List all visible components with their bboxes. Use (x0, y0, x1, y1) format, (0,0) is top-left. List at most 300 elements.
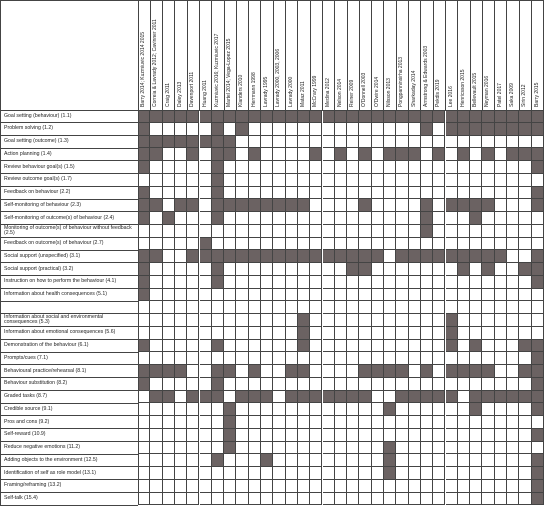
matrix-cell-empty (249, 161, 261, 174)
header-column-divider (273, 0, 274, 110)
matrix-cell-filled (372, 365, 384, 378)
header-column-divider (310, 0, 311, 110)
bct-row-label: Goal setting (behaviour) (1.1) (4, 112, 72, 119)
matrix-cell-empty (396, 467, 408, 480)
matrix-cell-empty (409, 416, 421, 429)
matrix-cell-empty (212, 327, 224, 340)
header-column-divider (506, 0, 507, 110)
bct-row-label: Social support (unspecified) (3.1) (4, 252, 81, 259)
matrix-cell-empty (396, 352, 408, 365)
matrix-cell-empty (200, 493, 212, 506)
matrix-cell-empty (359, 416, 371, 429)
matrix-cell-filled (138, 199, 150, 212)
matrix-cell-empty (519, 289, 531, 302)
matrix-cell-filled (458, 148, 470, 161)
matrix-cell-empty (273, 391, 285, 404)
matrix-cell-empty (200, 263, 212, 276)
matrix-cell-empty (310, 289, 322, 302)
matrix-cell-empty (175, 429, 187, 442)
matrix-cell-empty (396, 161, 408, 174)
matrix-cell-empty (446, 276, 458, 289)
matrix-cell-empty (163, 161, 175, 174)
study-header: Nelson 2014 (336, 78, 343, 107)
matrix-cell-empty (298, 136, 310, 149)
matrix-cell-filled (421, 365, 433, 378)
matrix-cell-empty (261, 352, 273, 365)
study-header: Sirin 2012 (521, 84, 528, 107)
matrix-cell-empty (175, 276, 187, 289)
matrix-cell-filled (470, 123, 482, 136)
bct-row-label: Self-monitoring of behaviour (2.3) (4, 201, 81, 208)
matrix-cell-empty (224, 123, 236, 136)
matrix-cell-empty (286, 187, 298, 200)
matrix-cell-empty (347, 454, 359, 467)
matrix-cell-empty (249, 340, 261, 353)
matrix-cell-filled (495, 123, 507, 136)
matrix-cell-filled (163, 212, 175, 225)
matrix-cell-empty (347, 123, 359, 136)
matrix-cell-empty (261, 289, 273, 302)
matrix-cell-filled (236, 123, 248, 136)
matrix-cell-empty (298, 493, 310, 506)
matrix-cell-empty (236, 289, 248, 302)
matrix-cell-empty (495, 314, 507, 327)
matrix-cell-empty (273, 442, 285, 455)
matrix-cell-empty (495, 238, 507, 251)
matrix-cell-empty (409, 238, 421, 251)
matrix-cell-empty (310, 161, 322, 174)
matrix-cell-empty (396, 289, 408, 302)
matrix-cell-filled (175, 136, 187, 149)
matrix-cell-filled (359, 148, 371, 161)
matrix-cell-empty (187, 416, 199, 429)
matrix-cell-filled (212, 161, 224, 174)
matrix-cell-empty (138, 403, 150, 416)
matrix-cell-filled (519, 391, 531, 404)
matrix-cell-empty (372, 340, 384, 353)
matrix-cell-empty (409, 454, 421, 467)
matrix-cell-empty (323, 225, 335, 238)
matrix-cell-empty (495, 263, 507, 276)
matrix-cell-empty (249, 187, 261, 200)
matrix-cell-empty (335, 161, 347, 174)
matrix-cell-empty (163, 199, 175, 212)
matrix-cell-empty (224, 327, 236, 340)
matrix-cell-filled (187, 148, 199, 161)
matrix-cell-empty (507, 187, 519, 200)
matrix-cell-empty (236, 442, 248, 455)
matrix-cell-empty (335, 314, 347, 327)
matrix-cell-empty (519, 301, 531, 314)
study-header: Neyman 2016 (484, 75, 491, 107)
matrix-cell-empty (175, 238, 187, 251)
matrix-cell-empty (359, 352, 371, 365)
matrix-cell-empty (372, 429, 384, 442)
matrix-cell-filled (323, 110, 335, 123)
matrix-cell-empty (298, 403, 310, 416)
matrix-cell-empty (310, 327, 322, 340)
matrix-cell-empty (446, 403, 458, 416)
matrix-cell-empty (519, 416, 531, 429)
matrix-cell-empty (286, 403, 298, 416)
matrix-cell-empty (212, 429, 224, 442)
matrix-cell-empty (347, 403, 359, 416)
matrix-cell-empty (138, 301, 150, 314)
matrix-cell-empty (372, 454, 384, 467)
matrix-cell-empty (470, 416, 482, 429)
matrix-cell-empty (372, 416, 384, 429)
matrix-cell-filled (310, 110, 322, 123)
matrix-cell-empty (347, 365, 359, 378)
matrix-cell-empty (458, 442, 470, 455)
matrix-cell-empty (310, 352, 322, 365)
matrix-cell-filled (433, 110, 445, 123)
matrix-cell-empty (163, 454, 175, 467)
matrix-cell-empty (507, 174, 519, 187)
matrix-cell-empty (482, 416, 494, 429)
matrix-cell-empty (421, 238, 433, 251)
matrix-cell-empty (458, 187, 470, 200)
matrix-cell-empty (298, 352, 310, 365)
matrix-cell-empty (224, 263, 236, 276)
matrix-cell-empty (323, 493, 335, 506)
matrix-cell-filled (532, 340, 544, 353)
matrix-cell-empty (421, 378, 433, 391)
matrix-cell-filled (286, 110, 298, 123)
matrix-cell-filled (212, 187, 224, 200)
matrix-cell-empty (347, 416, 359, 429)
matrix-cell-filled (212, 174, 224, 187)
matrix-cell-empty (261, 276, 273, 289)
matrix-cell-empty (495, 493, 507, 506)
matrix-cell-empty (507, 199, 519, 212)
matrix-cell-empty (409, 276, 421, 289)
matrix-cell-empty (187, 212, 199, 225)
matrix-cell-empty (236, 187, 248, 200)
matrix-cell-empty (163, 467, 175, 480)
matrix-cell-filled (458, 365, 470, 378)
header-column-divider (322, 0, 323, 110)
matrix-cell-filled (286, 365, 298, 378)
matrix-cell-empty (335, 493, 347, 506)
matrix-cell-empty (396, 493, 408, 506)
matrix-cell-empty (261, 314, 273, 327)
matrix-cell-filled (532, 161, 544, 174)
matrix-cell-empty (482, 314, 494, 327)
matrix-cell-empty (458, 378, 470, 391)
matrix-cell-empty (286, 429, 298, 442)
matrix-cell-empty (273, 212, 285, 225)
matrix-cell-empty (372, 174, 384, 187)
matrix-cell-empty (470, 238, 482, 251)
matrix-cell-empty (347, 148, 359, 161)
header-column-divider (371, 0, 372, 110)
matrix-cell-empty (249, 238, 261, 251)
matrix-cell-empty (138, 454, 150, 467)
matrix-cell-empty (323, 314, 335, 327)
matrix-cell-empty (175, 442, 187, 455)
matrix-cell-filled (200, 391, 212, 404)
matrix-cell-empty (495, 365, 507, 378)
matrix-cell-empty (495, 454, 507, 467)
matrix-cell-empty (519, 225, 531, 238)
matrix-cell-filled (261, 391, 273, 404)
matrix-cell-empty (446, 225, 458, 238)
matrix-cell-empty (519, 314, 531, 327)
matrix-cell-empty (273, 352, 285, 365)
matrix-cell-empty (482, 480, 494, 493)
matrix-cell-empty (359, 212, 371, 225)
matrix-cell-empty (298, 238, 310, 251)
header-column-divider (359, 0, 360, 110)
matrix-cell-empty (372, 289, 384, 302)
matrix-cell-empty (519, 276, 531, 289)
matrix-cell-filled (138, 161, 150, 174)
matrix-cell-filled (212, 365, 224, 378)
matrix-cell-empty (458, 174, 470, 187)
matrix-cell-empty (470, 136, 482, 149)
matrix-cell-empty (323, 454, 335, 467)
matrix-cell-filled (482, 365, 494, 378)
matrix-cell-empty (470, 289, 482, 302)
matrix-cell-filled (224, 365, 236, 378)
matrix-cell-empty (409, 301, 421, 314)
matrix-cell-empty (433, 429, 445, 442)
matrix-cell-filled (421, 212, 433, 225)
matrix-cell-filled (249, 199, 261, 212)
matrix-cell-filled (150, 110, 162, 123)
matrix-cell-empty (507, 365, 519, 378)
matrix-cell-empty (507, 429, 519, 442)
matrix-cell-empty (482, 378, 494, 391)
header-column-divider (199, 0, 200, 110)
matrix-cell-empty (384, 378, 396, 391)
matrix-cell-empty (421, 289, 433, 302)
matrix-cell-empty (286, 378, 298, 391)
bct-row-label (4, 301, 136, 314)
matrix-cell-empty (446, 212, 458, 225)
matrix-cell-empty (323, 199, 335, 212)
matrix-cell-empty (163, 314, 175, 327)
header-column-divider (457, 0, 458, 110)
matrix-cell-empty (323, 263, 335, 276)
matrix-cell-empty (323, 442, 335, 455)
matrix-cell-empty (507, 352, 519, 365)
matrix-cell-empty (138, 238, 150, 251)
matrix-cell-empty (372, 327, 384, 340)
matrix-cell-empty (482, 276, 494, 289)
matrix-cell-empty (482, 225, 494, 238)
matrix-cell-empty (359, 161, 371, 174)
matrix-cell-filled (495, 391, 507, 404)
matrix-cell-empty (495, 136, 507, 149)
header-column-divider (236, 0, 237, 110)
matrix-cell-empty (236, 365, 248, 378)
matrix-cell-empty (519, 327, 531, 340)
matrix-cell-empty (433, 340, 445, 353)
matrix-cell-filled (384, 365, 396, 378)
matrix-cell-filled (273, 199, 285, 212)
matrix-cell-empty (138, 467, 150, 480)
matrix-cell-filled (446, 327, 458, 340)
bct-row-label: Instruction on how to perform the behaviour (4.1) (4, 278, 117, 285)
matrix-cell-filled (519, 110, 531, 123)
matrix-cell-empty (421, 174, 433, 187)
matrix-cell-empty (359, 123, 371, 136)
matrix-cell-empty (458, 212, 470, 225)
matrix-cell-empty (187, 276, 199, 289)
matrix-cell-filled (175, 365, 187, 378)
matrix-cell-empty (212, 467, 224, 480)
matrix-cell-empty (163, 416, 175, 429)
matrix-cell-filled (138, 250, 150, 263)
matrix-cell-empty (187, 493, 199, 506)
matrix-cell-empty (359, 276, 371, 289)
matrix-cell-empty (187, 467, 199, 480)
matrix-cell-empty (310, 263, 322, 276)
matrix-cell-empty (409, 403, 421, 416)
matrix-cell-empty (458, 429, 470, 442)
matrix-cell-filled (519, 123, 531, 136)
matrix-cell-filled (163, 136, 175, 149)
matrix-cell-empty (323, 161, 335, 174)
matrix-cell-empty (359, 225, 371, 238)
matrix-cell-filled (286, 391, 298, 404)
matrix-cell-empty (286, 263, 298, 276)
matrix-cell-filled (482, 123, 494, 136)
matrix-cell-empty (495, 442, 507, 455)
matrix-cell-empty (138, 314, 150, 327)
matrix-cell-empty (347, 161, 359, 174)
matrix-cell-empty (433, 365, 445, 378)
matrix-cell-empty (200, 123, 212, 136)
matrix-cell-filled (532, 263, 544, 276)
matrix-cell-empty (433, 276, 445, 289)
matrix-cell-empty (421, 454, 433, 467)
matrix-cell-empty (335, 352, 347, 365)
matrix-cell-empty (175, 187, 187, 200)
matrix-cell-empty (150, 480, 162, 493)
matrix-cell-filled (236, 250, 248, 263)
matrix-cell-empty (470, 263, 482, 276)
header-column-divider (334, 0, 335, 110)
matrix-cell-filled (446, 391, 458, 404)
matrix-cell-empty (335, 327, 347, 340)
matrix-cell-empty (224, 289, 236, 302)
matrix-cell-empty (458, 340, 470, 353)
matrix-cell-empty (347, 289, 359, 302)
matrix-cell-empty (384, 301, 396, 314)
header-column-divider (150, 0, 151, 110)
matrix-cell-empty (150, 442, 162, 455)
matrix-cell-empty (175, 212, 187, 225)
matrix-cell-filled (409, 148, 421, 161)
matrix-cell-empty (187, 289, 199, 302)
matrix-cell-filled (396, 250, 408, 263)
matrix-cell-empty (249, 263, 261, 276)
study-header: Patel 2017 (496, 83, 503, 107)
matrix-cell-empty (163, 327, 175, 340)
matrix-cell-filled (200, 238, 212, 251)
matrix-cell-empty (433, 238, 445, 251)
matrix-cell-empty (224, 301, 236, 314)
matrix-cell-filled (409, 391, 421, 404)
study-header: Armstrong & Edwards 2003 (422, 45, 429, 107)
bct-row-label: Review behaviour goal(s) (1.5) (4, 163, 75, 170)
matrix-cell-empty (298, 148, 310, 161)
matrix-cell-empty (323, 416, 335, 429)
matrix-cell-empty (150, 327, 162, 340)
matrix-cell-empty (187, 480, 199, 493)
study-header: Barry 2015 (533, 82, 540, 107)
matrix-cell-empty (298, 174, 310, 187)
matrix-cell-filled (138, 136, 150, 149)
matrix-cell-empty (138, 174, 150, 187)
matrix-cell-empty (150, 161, 162, 174)
matrix-cell-empty (507, 327, 519, 340)
matrix-cell-filled (532, 110, 544, 123)
matrix-cell-empty (335, 403, 347, 416)
matrix-cell-empty (323, 148, 335, 161)
bct-row-label: Prompts/cues (7.1) (4, 354, 48, 361)
matrix-cell-empty (310, 174, 322, 187)
matrix-cell-empty (396, 442, 408, 455)
matrix-cell-filled (212, 123, 224, 136)
matrix-cell-empty (433, 301, 445, 314)
matrix-cell-empty (519, 250, 531, 263)
matrix-cell-empty (507, 212, 519, 225)
matrix-cell-empty (458, 493, 470, 506)
bct-row-label: Adding objects to the environment (12.5) (4, 456, 98, 463)
matrix-cell-empty (212, 403, 224, 416)
study-header: Bellevault 2015 (472, 72, 479, 107)
matrix-cell-empty (273, 403, 285, 416)
matrix-cell-empty (175, 493, 187, 506)
matrix-cell-empty (532, 301, 544, 314)
matrix-cell-empty (273, 148, 285, 161)
matrix-cell-empty (298, 123, 310, 136)
matrix-cell-filled (532, 276, 544, 289)
matrix-cell-empty (175, 174, 187, 187)
matrix-cell-filled (446, 314, 458, 327)
matrix-cell-empty (421, 136, 433, 149)
matrix-cell-empty (200, 187, 212, 200)
matrix-cell-empty (495, 467, 507, 480)
matrix-cell-empty (482, 187, 494, 200)
matrix-cell-empty (138, 391, 150, 404)
matrix-cell-empty (200, 454, 212, 467)
matrix-cell-empty (495, 148, 507, 161)
matrix-cell-filled (224, 199, 236, 212)
matrix-cell-empty (273, 301, 285, 314)
matrix-cell-empty (384, 289, 396, 302)
matrix-cell-empty (384, 429, 396, 442)
matrix-cell-filled (495, 250, 507, 263)
matrix-cell-empty (372, 187, 384, 200)
matrix-cell-empty (347, 301, 359, 314)
matrix-cell-empty (507, 442, 519, 455)
matrix-cell-empty (310, 467, 322, 480)
matrix-cell-empty (458, 225, 470, 238)
matrix-cell-empty (187, 225, 199, 238)
matrix-cell-empty (347, 378, 359, 391)
matrix-cell-filled (138, 289, 150, 302)
matrix-cell-empty (470, 378, 482, 391)
matrix-cell-empty (200, 378, 212, 391)
matrix-cell-empty (163, 340, 175, 353)
matrix-cell-empty (359, 480, 371, 493)
matrix-cell-empty (323, 352, 335, 365)
